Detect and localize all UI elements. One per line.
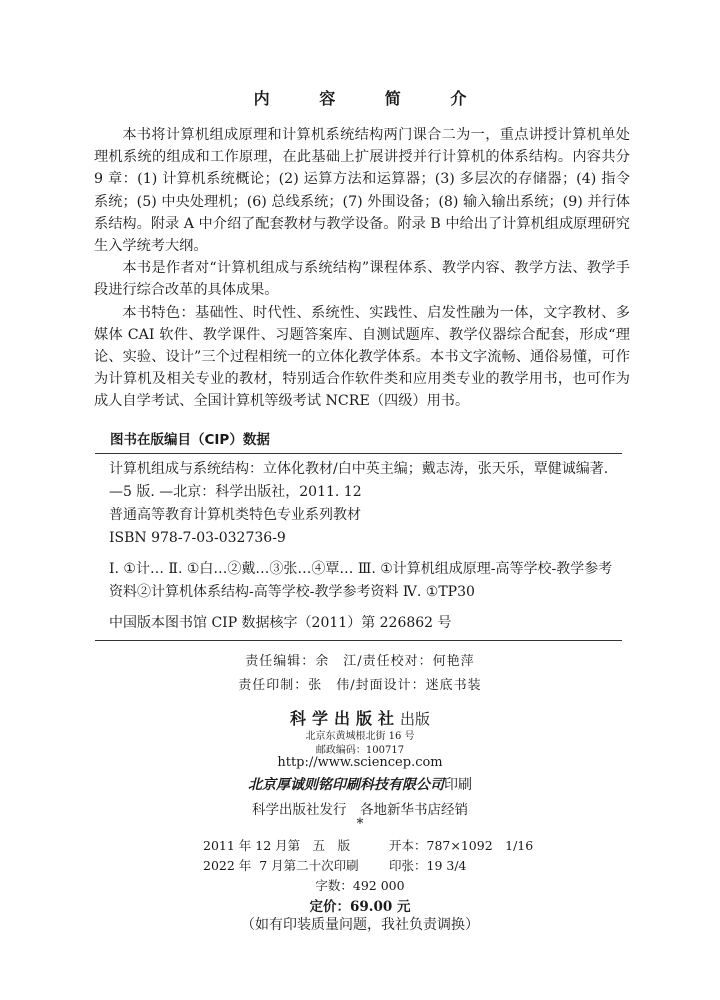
edition-date: 2011 年 12 月第 五 版 [203, 838, 351, 853]
cip-bottom-rule [95, 640, 622, 641]
cip-bibliographic-record: 计算机组成与系统结构：立体化教材/白中英主编；戴志涛，张天乐，覃健诚编著. —5 版. —北京：科学出版社，2011. 12 [109, 461, 609, 500]
publisher-name: 科学出版社 [289, 709, 400, 728]
staff-line-production: 责任印制：张 伟/封面设计：迷底书装 [238, 678, 482, 693]
cip-record [95, 458, 622, 635]
cip-isbn: ISBN 978-7-03-032736-9 [109, 530, 286, 546]
price: 定价：69.00 元 [309, 899, 411, 915]
staff-line-editors: 责任编辑：余 江/责任校对：何艳萍 [245, 654, 475, 669]
page-title: 内 容 简 介 [253, 89, 489, 108]
summary-paragraph-2: 本书是作者对“计算机组成与系统结构”课程体系、教学内容、教学方法、教学手段进行综合改革的具体成果。 [94, 260, 630, 299]
publisher-postcode: 邮政编码：100717 [315, 745, 405, 756]
cip-classification: Ⅰ. ①计… Ⅱ. ①白…②戴…③张…④覃… Ⅲ. ①计算机组成原理-高等学校-教学参考资料②计算机体系结构-高等学校-教学参考资料 Ⅳ. ①TP30 [109, 561, 613, 600]
cip-heading: 图书在版编目（CIP）数据 [110, 432, 270, 448]
publisher-suffix: 出版 [400, 710, 431, 728]
printer-suffix: 印刷 [444, 777, 472, 793]
printer-name: 北京厚诚则铭印刷科技有限公司 [248, 777, 444, 793]
print-sheets: 印张：19 3/4 [389, 858, 467, 873]
summary-paragraph-3: 本书特色：基础性、时代性、系统性、实践性、启发性融为一体，文字教材、多媒体 CAI 软件、教学课件、习题答案库、自测试题库、教学仪器综合配套，形成“理论、实验、设计”三个过程相统一的立体化教学体系。本书文字流畅、通俗易懂，可作为计算机及相关专业的教材，特别适合作软件类和应用类专业的教学用书，也可作为成人自学考试、全国计算机等级考试 NCRE（四级）用书。 [94, 304, 630, 410]
cip-series: 普通高等教育计算机类特色专业系列教材 [109, 507, 361, 523]
book-format: 开本：787×1092 1/16 [389, 838, 534, 853]
separator-star: * [356, 816, 364, 832]
distribution-line: 科学出版社发行 各地新华书店经销 [252, 802, 468, 818]
publisher-line [0, 706, 720, 729]
quality-note: （如有印装质量问题，我社负责调换） [241, 917, 479, 933]
summary-section [94, 124, 630, 413]
reprint-info: 2022 年 7 月第二十次印刷 [203, 858, 359, 873]
summary-paragraph-1: 本书将计算机组成原理和计算机系统结构两门课合二为一，重点讲授计算机单处理机系统的组成和工作原理，在此基础上扩展讲授并行计算机的体系结构。内容共分 9 章：(1) 计算机系统概论；(2) 运算方法和运算器；(3) 多层次的存储器；(4) 指令系统；(5) 中央处理机；(6) 总线系统；(7) 外围设备；(8) 输入输出系统；(9) 并行体系结构。附录 A 中介绍了配套教材与教学设备。附录 B 中给出了计算机组成原理研究生入学统考大纲。 [94, 127, 630, 255]
printer-line [0, 774, 720, 794]
cip-core-number: 中国版本图书馆 CIP 数据核字（2011）第 226862 号 [109, 615, 452, 631]
word-count: 字数：492 000 [315, 878, 405, 893]
cip-top-rule [95, 453, 622, 454]
publisher-address: 北京东黄城根北街 16 号 [305, 731, 415, 742]
publisher-url: http://www.sciencep.com [277, 755, 443, 770]
